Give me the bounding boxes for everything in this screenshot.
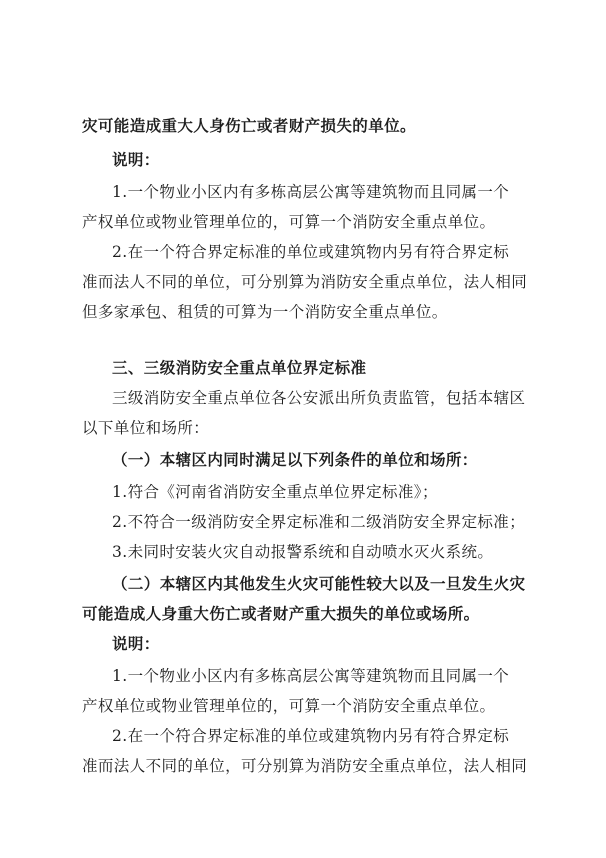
subsection-1-heading: （一）本辖区内同时满足以下列条件的单位和场所：	[112, 451, 478, 469]
note-item-1-line-1: 1.一个物业小区内有多栋高层公寓等建筑物而且同属一个	[112, 667, 510, 685]
note-item-1-line-2: 产权单位或物业管理单位的，可算一个消防安全重点单位。	[82, 697, 496, 715]
note-label: 说明：	[112, 151, 160, 169]
subsection-2-heading-line-1: （二）本辖区内其他发生火灾可能性较大以及一旦发生火灾	[112, 575, 526, 593]
subsection-1-item-1: 1.符合《河南省消防安全重点单位界定标准》；	[112, 483, 438, 501]
subsection-1-item-3: 3.未同时安装火灾自动报警系统和自动喷水灭火系统。	[112, 543, 494, 561]
note-item-2-line-1: 2.在一个符合界定标准的单位或建筑物内另有符合界定标	[112, 243, 510, 261]
note-item-1-line-2: 产权单位或物业管理单位的，可算一个消防安全重点单位。	[82, 213, 496, 231]
section-intro-line-2: 以下单位和场所：	[82, 419, 210, 437]
note-item-1-line-1: 1.一个物业小区内有多栋高层公寓等建筑物而且同属一个	[112, 183, 510, 201]
paragraph-continuation: 灾可能造成重大人身伤亡或者财产损失的单位。	[82, 117, 416, 135]
subsection-1-item-2: 2.不符合一级消防安全界定标准和二级消防安全界定标准；	[112, 513, 526, 531]
section-intro-line-1: 三级消防安全重点单位各公安派出所负责监管，包括本辖区	[112, 389, 526, 407]
note-item-2-line-1: 2.在一个符合界定标准的单位或建筑物内另有符合界定标	[112, 727, 510, 745]
section-heading: 三、三级消防安全重点单位界定标准	[112, 359, 367, 377]
subsection-2-heading-line-2: 可能造成人身重大伤亡或者财产重大损失的单位或场所。	[82, 605, 480, 623]
note-item-2-line-3: 但多家承包、租赁的可算为一个消防安全重点单位。	[82, 303, 448, 321]
note-item-2-line-2: 准而法人不同的单位，可分别算为消防安全重点单位，法人相同	[82, 273, 528, 291]
note-label: 说明：	[112, 635, 160, 653]
note-item-2-line-2: 准而法人不同的单位，可分别算为消防安全重点单位，法人相同	[82, 757, 528, 775]
